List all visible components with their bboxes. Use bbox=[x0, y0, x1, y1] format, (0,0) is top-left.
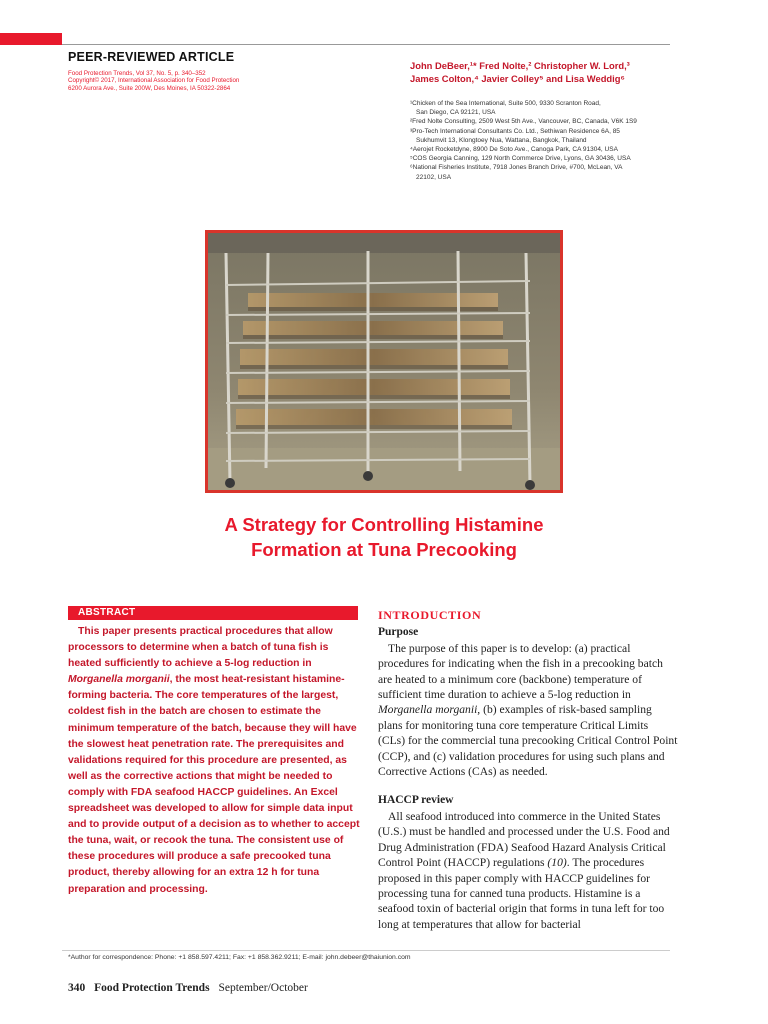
affiliation-line: 22102, USA bbox=[416, 173, 452, 181]
author-line: John DeBeer,¹* Fred Nolte,² Christopher W. Lord,³ bbox=[410, 60, 630, 71]
journal-line: Copyright© 2017, International Association for Food Protection bbox=[68, 77, 240, 85]
abstract-heading-bar bbox=[68, 606, 358, 620]
paragraph-part: All seafood introduced into commerce in the United States (U.S.) must be handled and processed under the U.S. Food and Drug Administration (FDA) Seafood Hazard Analysis Critical Control Point (HACCP) regulations bbox=[378, 809, 670, 870]
paragraph-part: , (b) examples of risk-based sampling plans for monitoring tuna core temperature Critical Limits (CLs) for the commercial tuna precooking Critical Control Point (CCP), and (c) validation procedures for using such plans and Corrective Actions (CAs) as needed. bbox=[378, 703, 678, 779]
affiliations bbox=[410, 99, 710, 182]
abstract-heading: ABSTRACT bbox=[78, 607, 136, 618]
introduction-heading: INTRODUCTION bbox=[378, 608, 482, 622]
affiliation-line: ⁴Aerojet Rocketdyne, 8900 De Soto Ave., Canoga Park, CA 91304, USA bbox=[410, 146, 618, 154]
affiliation-line: ⁵COS Georgia Canning, 129 North Commerce Drive, Lyons, GA 30436, USA bbox=[410, 155, 631, 163]
paragraph-part: The purpose of this paper is to develop: (a) practical procedures for indicating when the fish in a precooking batch are heated to a minimum core (backbone) temperature of sufficient time duration to achieve a 5-log reduction in bbox=[378, 641, 663, 702]
journal-line: 6200 Aurora Ave., Suite 200W, Des Moines, IA 50322-2864 bbox=[68, 84, 231, 92]
tuna-rack-photo bbox=[205, 230, 563, 493]
footer-journal-name: Food Protection Trends bbox=[94, 982, 210, 994]
spacer bbox=[378, 779, 678, 793]
affiliation-line: ⁶National Fisheries Institute, 7918 Jones Branch Drive, #700, McLean, VA bbox=[410, 164, 623, 172]
abstract-organism: Morganella morganii bbox=[68, 674, 170, 686]
photo-icon bbox=[208, 233, 560, 490]
page-footer bbox=[68, 982, 308, 994]
correspondence-footnote: *Author for correspondence: Phone: +1 858.597.4211; Fax: +1 858.362.9211; E-mail: john.debeer@thaiunion.com bbox=[68, 954, 411, 961]
article-title bbox=[120, 512, 648, 562]
affiliation-line: ¹Chicken of the Sea International, Suite 500, 9330 Scranton Road, bbox=[410, 100, 601, 107]
haccp-paragraph bbox=[378, 809, 678, 932]
footnote-rule bbox=[62, 950, 670, 951]
header-rule bbox=[62, 44, 670, 45]
footer-issue: September/October bbox=[218, 982, 308, 994]
purpose-paragraph bbox=[378, 641, 678, 780]
journal-citation bbox=[68, 70, 239, 92]
purpose-heading: Purpose bbox=[378, 626, 419, 639]
title-line: Formation at Tuna Precooking bbox=[251, 539, 517, 560]
haccp-heading: HACCP review bbox=[378, 794, 454, 807]
affiliation-line: San Diego, CA 92121, USA bbox=[416, 109, 496, 117]
journal-line: Food Protection Trends, Vol 37, No. 5, p. 340–352 bbox=[68, 70, 206, 77]
introduction-column bbox=[378, 606, 678, 932]
abstract-text-part: , the most heat-resistant histamine-forming bacteria. The core temperatures of the largest, coldest fish in the batch are chosen to estimate the minimum temperature of the batch, because they will have the slowest heat penetration rate. The prerequisites and validations required for this procedure are presented, as well as the corrective actions that might be needed to comply with FDA seafood HACCP guidelines. An Excel spreadsheet was developed to allow for simple data input and to provide output of a decision as to whether to accept the tuna, wait, or recook the tuna. The consistent use of these procedures will produce a safe precooked tuna product, thereby allowing for an extra 12 h for tuna preparation and processing. bbox=[68, 674, 360, 895]
header-accent-bar bbox=[0, 33, 62, 45]
affiliation-line: Sukhumvit 13, Klongtoey Nua, Wattana, Bangkok, Thailand bbox=[416, 136, 587, 144]
reference-citation: (10) bbox=[547, 856, 567, 870]
title-line: A Strategy for Controlling Histamine bbox=[224, 514, 544, 535]
affiliation-line: ³Pro-Tech International Consultants Co. Ltd., Sethiwan Residence 6A, 85 bbox=[410, 127, 620, 135]
paragraph-organism: Morganella morganii bbox=[378, 703, 478, 717]
author-line: James Colton,⁴ Javier Colley⁵ and Lisa Weddig⁶ bbox=[410, 72, 625, 84]
paragraph-part: . The procedures proposed in this paper comply with HACCP guidelines for processing tuna for canned tuna products. Histamine is a seafood toxin of bacterial origin that forms in tuna left for too long at temperatures that allow for bacterial bbox=[378, 856, 665, 931]
abstract-text bbox=[68, 624, 360, 898]
page-number: 340 bbox=[68, 982, 86, 994]
author-list bbox=[410, 60, 710, 85]
article-type-label: PEER-REVIEWED ARTICLE bbox=[68, 50, 235, 64]
affiliation-line: ²Fred Nolte Consulting, 2509 West 5th Ave., Vancouver, BC, Canada, V6K 1S9 bbox=[410, 118, 637, 126]
abstract-text-part: This paper presents practical procedures that allow processors to determine when a batch of tuna fish is heated sufficiently to achieve a 5-log reduction in bbox=[68, 626, 333, 670]
